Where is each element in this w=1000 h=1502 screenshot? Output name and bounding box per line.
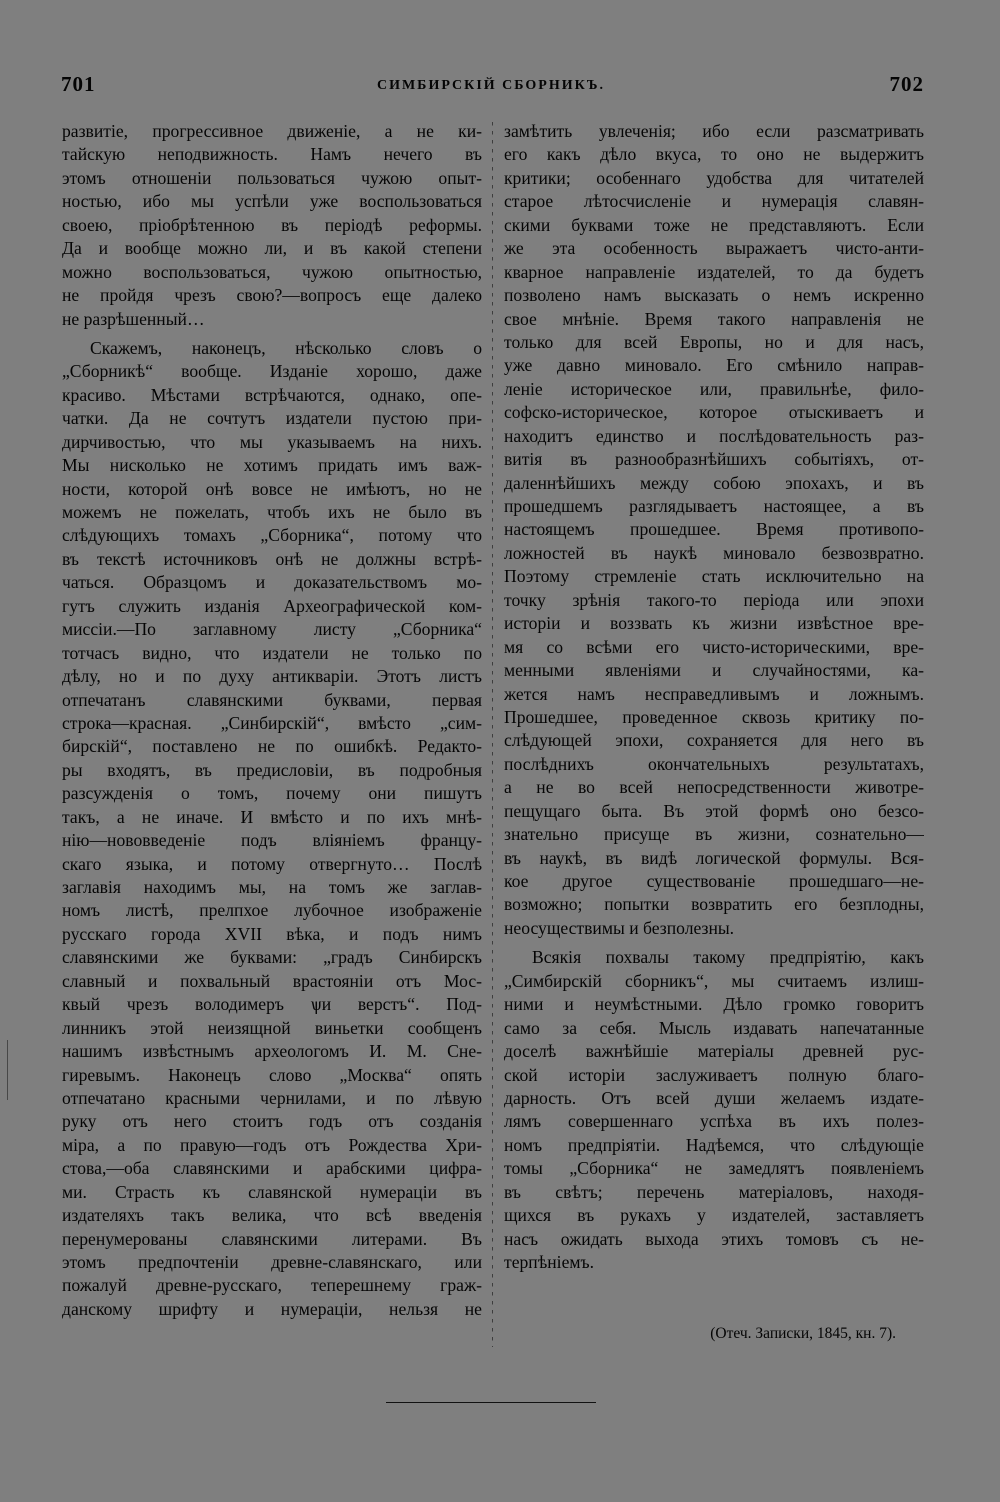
text-line: терпѣніемъ. (504, 1252, 595, 1272)
text-line: леніе историческое или, правильнѣе, фило- (504, 378, 924, 399)
text-line: славянскими же буквами: „градъ Синбирскъ (62, 947, 482, 968)
text-line: жется намъ несправедливымъ и ложнымъ. (504, 683, 924, 704)
text-line: въ текстѣ источниковъ онѣ не должны встрѣ- (62, 548, 482, 569)
text-line: позволено намъ высказать о немъ искренно (504, 285, 924, 306)
text-line: Мы нисколько не хотимъ придать имъ важ- (62, 455, 482, 476)
text-line: менными явленіями и случайностями, ка- (504, 660, 924, 681)
text-line: своею, пріобрѣтенною въ періодѣ реформы. (62, 214, 482, 235)
text-line: „Симбирскій сборникъ“, мы считаемъ излиш- (504, 970, 924, 991)
page-header (58, 72, 924, 102)
text-line: знательно присуще въ жизни, сознательно— (504, 824, 924, 845)
right-column (504, 120, 924, 1274)
text-line: неосуществимы и безполезны. (504, 917, 735, 938)
text-line: ности, которой онѣ вовсе не имѣютъ, но не (62, 478, 482, 499)
text-line: линникъ этой неизящной виньетки сообщенъ (62, 1017, 482, 1038)
text-line: кое другое существованіе прошедшаго—не- (504, 871, 924, 891)
text-line: скаго языка, и потому отвергнуто… Послѣ (62, 853, 482, 874)
text-line: этомъ отношеніи пользоваться чужою опыт- (62, 167, 482, 188)
text-line: руку отъ него стоитъ годъ отъ созданія (62, 1111, 482, 1132)
text-line: доселѣ важнѣйшіе матеріалы древней рус- (504, 1041, 924, 1062)
text-line: миссіи.—По заглавному листу „Сборника“ (62, 619, 482, 640)
text-line: дарность. Отъ всей души желаемъ издате- (504, 1087, 924, 1108)
column-divider (492, 122, 493, 1347)
text-line: его какъ дѣло вкуса, то оно не выдержитъ (504, 144, 924, 165)
text-line: прошедшемъ разглядываетъ настоящее, а въ (504, 496, 924, 516)
text-line: не пройдя чрезъ свою?—вопросъ еще далеко (62, 285, 482, 306)
text-line: строка—красная. „Синбирскій“, вмѣсто „сим- (62, 712, 482, 733)
scan-edge-mark (7, 1040, 8, 1100)
text-line: насъ ожидать выхода этихъ томовъ съ не- (504, 1228, 924, 1249)
text-line: лямъ совершеннаго успѣха въ ихъ полез- (504, 1111, 924, 1132)
text-line: слѣдующихъ томахъ „Сборника“, потому что (62, 525, 482, 546)
text-line: этомъ предпочтеніи древне-славянскаго, или (62, 1252, 482, 1272)
text-line: же эта особенность выражаетъ чисто-анти- (504, 238, 924, 259)
text-line: критики; особеннаго удобства для читателей (504, 167, 924, 188)
text-line: ми. Страсть къ славянской нумераціи въ (62, 1181, 482, 1202)
text-line: послѣднихъ окончательныхъ результатахъ, (504, 753, 924, 774)
text-line: само за себя. Мысль издавать напечатанные (504, 1017, 924, 1038)
text-line: квый чрезъ володимеръ ѱи верстъ“. Под- (62, 994, 482, 1015)
text-line: исторіи и воззвать къ жизни извѣстное вре- (504, 613, 924, 634)
text-line: можно воспользоваться, чужою опытностью, (62, 261, 482, 282)
left-column (62, 120, 482, 1321)
text-line: не разрѣшенный… (62, 308, 205, 329)
end-rule (386, 1402, 596, 1403)
text-line: издателяхъ такъ велика, что всѣ введенія (62, 1205, 482, 1226)
text-line: Всякія похвалы такому предпріятію, какъ (532, 947, 924, 968)
text-line: номъ предпріятіи. Надѣемся, что слѣдующіе (504, 1134, 924, 1155)
text-line: въ наукѣ, въ видѣ логической формулы. Вся- (504, 847, 924, 868)
text-line: замѣтить увлеченія; ибо если разсматривать (504, 121, 924, 141)
text-line: скими буквами тоже не представляютъ. Если (504, 214, 924, 235)
page-number-left: 701 (61, 72, 96, 96)
text-line: чаться. Образцомъ и доказательствомъ мо- (62, 572, 482, 593)
running-title: СИМБИРСКІЙ СБОРНИКЪ. (376, 78, 606, 93)
text-line: Да и вообще можно ли, и въ какой степени (62, 238, 482, 259)
text-line: отпечатано красными чернилами, и по лѣвую (62, 1087, 482, 1108)
text-line: томы „Сборника“ не замедлятъ появленіемъ (504, 1158, 924, 1179)
text-line: бирскій“, поставлено не по ошибкѣ. Редакто- (62, 736, 482, 757)
text-line: ложностей въ наукѣ миновало безвозвратно. (504, 542, 924, 563)
text-line: свое мнѣніе. Время такого направленія не (504, 308, 924, 329)
text-line: русскаго города XVII вѣка, и подъ нимъ (62, 923, 482, 944)
text-line: чатки. Да не сочтутъ издатели пустою при- (62, 408, 482, 429)
text-line: старое лѣтосчисленіе и нумерація славян- (504, 191, 924, 212)
text-line: уже давно миновало. Его смѣнило направ- (504, 355, 924, 376)
text-line: красиво. Мѣстами встрѣчаются, однако, опе- (62, 384, 482, 405)
text-line: гиревымъ. Наконецъ слово „Москва“ опять (62, 1064, 482, 1085)
text-line: витія въ разнообразнѣйшихъ событіяхъ, от- (504, 449, 924, 470)
text-line: Прошедшее, проведенное сквозь критику по- (504, 706, 924, 727)
text-line: отпечатанъ славянскими буквами, первая (62, 689, 482, 710)
text-line: міра, а по правую—годъ отъ Рождества Хри- (62, 1134, 482, 1155)
text-line: кварное направленіе издателей, то да будетъ (504, 261, 924, 282)
text-line: развитіе, прогрессивное движеніе, а не ки- (62, 121, 482, 141)
text-line: дирчивостью, что мы указываемъ на нихъ. (62, 431, 482, 452)
text-line: щихся въ рукахъ у издателей, заставляетъ (504, 1205, 924, 1226)
text-line: „Сборникѣ“ вообще. Изданіе хорошо, даже (62, 361, 482, 382)
text-line: гутъ служить изданія Археографической ком- (62, 595, 482, 616)
text-line: разсужденія о томъ, почему они пишутъ (62, 783, 482, 804)
text-line: данскому шрифту и нумераціи, нельзя не (62, 1298, 482, 1319)
text-line: мя со всѣми его чисто-историческими, вре- (504, 636, 924, 657)
text-line: Скажемъ, наконецъ, нѣсколько словъ о (90, 337, 482, 358)
text-line: ними и неумѣстными. Дѣло громко говоритъ (504, 994, 924, 1015)
page-number-right: 702 (889, 72, 924, 96)
text-line: славный и похвальный врастояніи отъ Мос- (62, 970, 482, 991)
text-line: находитъ единство и послѣдовательность раз- (504, 425, 924, 446)
text-line: можемъ не пожелать, чтобъ ихъ не было въ (62, 502, 482, 522)
text-line: стова,—оба славянскими и арабскими цифра- (62, 1158, 482, 1179)
text-line: Поэтому стремленіе стать исключительно на (504, 566, 924, 587)
text-line: точку зрѣнія такого-то періода или эпохи (504, 589, 924, 610)
text-line: ностью, ибо мы успѣли уже воспользоваться (62, 191, 482, 212)
text-line: номъ листѣ, прелпхое лубочное изображеніе (62, 900, 482, 921)
text-line: тайскую неподвижность. Намъ нечего въ (62, 144, 482, 165)
text-line: пещущаго быта. Въ этой формѣ оно безсо- (504, 800, 924, 821)
text-line: въ свѣтъ; перечень матеріаловъ, находя- (504, 1181, 924, 1202)
text-line: нію—нововведеніе подъ вліяніемъ францу- (62, 830, 482, 851)
text-line: ры входятъ, въ предисловіи, въ подробныя (62, 759, 482, 780)
text-line: заглавія находимъ мы, на томъ же заглав- (62, 877, 482, 897)
text-line: дѣлу, но и по духу антикваріи. Этотъ листъ (62, 666, 482, 687)
text-line: нашимъ извѣстнымъ археологомъ И. М. Сне- (62, 1041, 482, 1062)
text-line: перенумерованы славянскими литерами. Въ (62, 1228, 482, 1249)
text-line: слѣдующей эпохи, сохраняется для него въ (504, 730, 924, 751)
source-citation: (Отеч. Записки, 1845, кн. 7). (710, 1325, 896, 1342)
text-line: даленнѣйшихъ между собою эпохахъ, и въ (504, 472, 924, 493)
text-line: пожалуй древне-русскаго, теперешнему граж- (62, 1275, 482, 1296)
text-line: а не во всей непосредственности животре- (504, 777, 924, 798)
text-line: только для всей Европы, но и для насъ, (504, 331, 924, 352)
text-line: софско-историческое, которое отыскиваетъ и (504, 402, 924, 423)
text-line: настоящемъ прошедшее. Время противопо- (504, 519, 924, 540)
text-line: тотчасъ видно, что издатели не только по (62, 642, 482, 663)
text-line: возможно; попытки возвратить его безплодны, (504, 894, 924, 915)
text-line: ской исторіи заслуживаетъ полную благо- (504, 1064, 924, 1085)
text-line: такъ, а не иначе. И вмѣсто и по ихъ мнѣ- (62, 806, 482, 827)
